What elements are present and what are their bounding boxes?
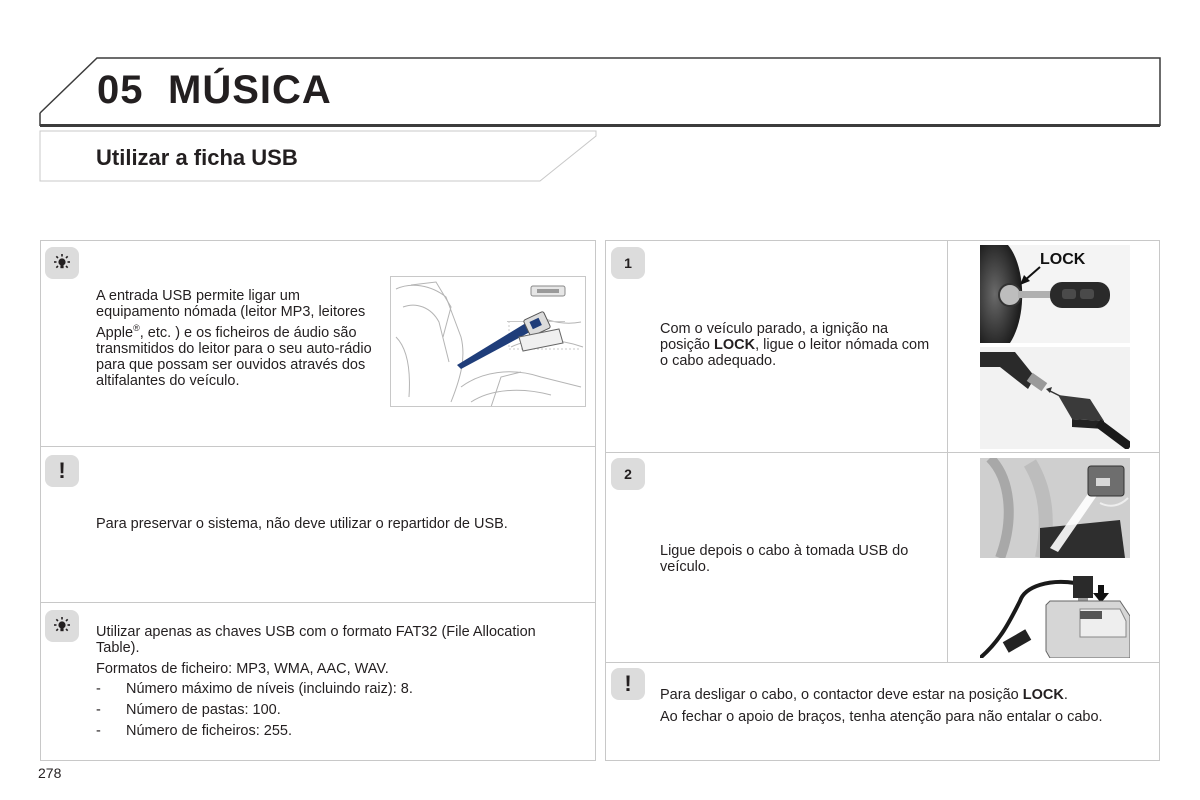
step-badge-1	[611, 247, 645, 279]
right-vertical-divider	[947, 240, 948, 662]
lightbulb-icon	[52, 616, 72, 636]
chapter-number: 05	[97, 68, 144, 112]
ignition-lock-photo	[980, 245, 1130, 343]
lightbulb-icon	[52, 253, 72, 273]
lock-label: LOCK	[1040, 251, 1086, 268]
step1-text: Com o veículo parado, a ignição na posição LOCK, ligue o leitor nómada com o cabo adequado.	[660, 321, 930, 369]
section-title: Utilizar a ficha USB	[96, 145, 298, 170]
info-badge-2	[45, 610, 79, 642]
warning-badge-right	[611, 668, 645, 700]
armrest-console-photo	[980, 458, 1130, 558]
warning-badge-left	[45, 455, 79, 487]
right-divider-2	[605, 662, 1160, 663]
chapter-title: MÚSICA	[168, 68, 332, 112]
list-item: - Número de ficheiros: 255.	[96, 723, 293, 739]
step2-text: Ligue depois o cabo à tomada USB do veículo.	[660, 543, 909, 575]
usb-limits-list	[96, 681, 536, 739]
fat32-text: Utilizar apenas as chaves USB com o formato FAT32 (File Allocation Table).	[96, 624, 536, 656]
exclamation-icon: !	[58, 458, 66, 483]
left-divider-2	[40, 602, 596, 603]
step-number: 1	[624, 255, 632, 271]
step-badge-2	[611, 458, 645, 490]
left-divider-1	[40, 446, 596, 447]
right-divider-1	[605, 452, 1160, 453]
usb-cable-photo	[980, 347, 1130, 449]
list-item: - Número de pastas: 100.	[96, 702, 281, 718]
usb-format-notes	[96, 624, 536, 744]
file-formats-text: Formatos de ficheiro: MP3, WMA, AAC, WAV.	[96, 661, 389, 677]
disconnect-warning: Para desligar o cabo, o contactor deve estar na posição LOCK. Ao fechar o apoio de braços, tenha atenção para não entalar o cabo.	[660, 687, 1103, 725]
console-usb-illustration	[390, 276, 586, 407]
page-number: 278	[38, 765, 62, 781]
step-number: 2	[624, 466, 632, 482]
exclamation-icon: !	[624, 671, 632, 696]
info-badge-1	[45, 247, 79, 279]
usb-intro-text: A entrada USB permite ligar um equipamento nómada (leitor MP3, leitores Apple®, etc. ) e os ficheiros de áudio são transmitidos do leitor para o seu auto-rádio para que possam ser ouvidos através dos altifalantes do veículo.	[96, 288, 372, 389]
list-item: - Número máximo de níveis (incluindo raiz): 8.	[96, 681, 413, 697]
usb-socket-illustration	[980, 561, 1130, 658]
usb-splitter-warning: Para preservar o sistema, não deve utilizar o repartidor de USB.	[96, 516, 508, 532]
